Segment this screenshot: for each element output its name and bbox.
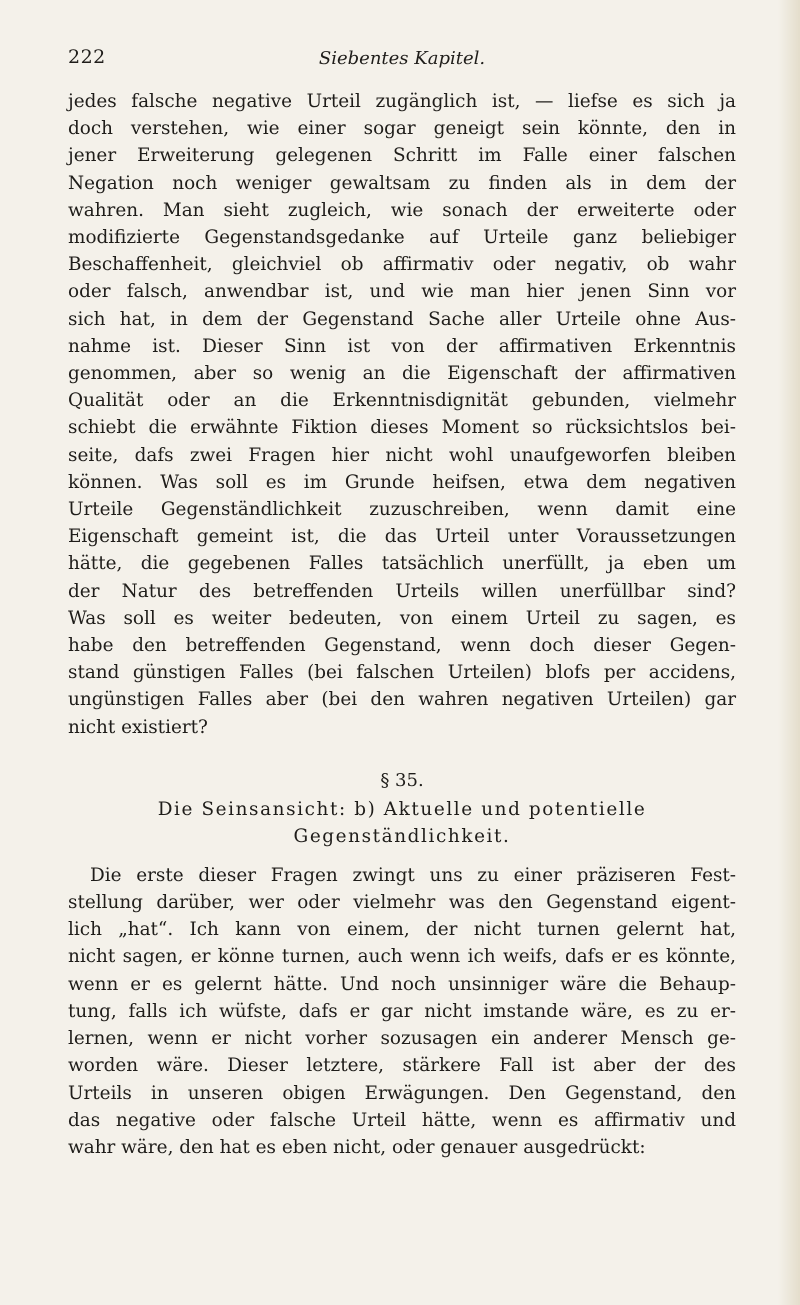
text-line: Urteils in unseren obigen Erwägungen. Den Gegenstand, den bbox=[68, 1082, 736, 1104]
page-edge-shadow bbox=[778, 0, 800, 1305]
text-line: habe den betreffenden Gegenstand, wenn doch dieser Gegen- bbox=[68, 635, 736, 657]
text-line: der Natur des betreffenden Urteils willen unerfüllbar sind? bbox=[68, 580, 736, 602]
text-line: nicht existiert? bbox=[68, 716, 208, 738]
running-title: Siebentes Kapitel. bbox=[318, 48, 486, 69]
text-line: stand günstigen Falles (bei falschen Urteilen) blofs per accidens, bbox=[68, 662, 736, 684]
text-line: Die erste dieser Fragen zwingt uns zu einer präziseren Fest- bbox=[90, 864, 736, 886]
text-line: sich hat, in dem der Gegenstand Sache aller Urteile ohne Aus- bbox=[68, 308, 736, 330]
text-line: Negation noch weniger gewaltsam zu finden als in dem der bbox=[68, 172, 736, 194]
page-number: 222 bbox=[68, 46, 106, 68]
text-line: tung, falls ich wüfste, dafs er gar nicht imstande wäre, es zu er- bbox=[68, 1000, 736, 1022]
text-line: Qualität oder an die Erkenntnisdignität gebunden, vielmehr bbox=[68, 390, 736, 412]
text-line: ungünstigen Falles aber (bei den wahren negativen Urteilen) gar bbox=[68, 689, 736, 711]
text-line: lernen, wenn er nicht vorher sozusagen ein anderer Mensch ge- bbox=[68, 1028, 736, 1050]
text-line: seite, dafs zwei Fragen hier nicht wohl unaufgeworfen bleiben bbox=[68, 444, 736, 466]
page-header bbox=[68, 40, 736, 72]
paragraph-2 bbox=[68, 862, 736, 1161]
text-line: wenn er es gelernt hätte. Und noch unsinniger wäre die Behaup- bbox=[68, 973, 736, 995]
section-title bbox=[68, 796, 736, 850]
text-line: Eigenschaft gemeint ist, die das Urteil unter Voraussetzungen bbox=[68, 526, 736, 548]
text-line: können. Was soll es im Grunde heifsen, etwa dem negativen bbox=[68, 471, 736, 493]
text-line: jedes falsche negative Urteil zugänglich ist, — liefse es sich ja bbox=[68, 91, 736, 112]
section-number: § 35. bbox=[380, 769, 424, 791]
text-line: doch verstehen, wie einer sogar geneigt sein könnte, den in bbox=[68, 118, 736, 140]
text-line: das negative oder falsche Urteil hätte, wenn es affirmativ und bbox=[68, 1109, 736, 1131]
text-line: lich „hat“. Ich kann von einem, der nicht turnen gelernt hat, bbox=[68, 919, 736, 941]
text-line: schiebt die erwähnte Fiktion dieses Moment so rücksichtslos bei- bbox=[68, 417, 736, 439]
section-title-line-2: Gegenständlichkeit. bbox=[293, 825, 511, 847]
text-line: hätte, die gegebenen Falles tatsächlich unerfüllt, ja eben um bbox=[68, 553, 736, 575]
text-line: nicht sagen, er könne turnen, auch wenn ich weifs, dafs er es könnte, bbox=[68, 946, 736, 968]
text-line: genommen, aber so wenig an die Eigenschaft der affirmativen bbox=[68, 363, 736, 385]
section-title-line-1: Die Seinsansicht: b) Aktuelle und potentielle bbox=[157, 798, 647, 820]
paragraph-1 bbox=[68, 88, 736, 741]
text-line: stellung darüber, wer oder vielmehr was den Gegenstand eigent- bbox=[68, 892, 736, 914]
text-line: jener Erweiterung gelegenen Schritt im Falle einer falschen bbox=[68, 145, 736, 167]
text-line: nahme ist. Dieser Sinn ist von der affirmativen Erkenntnis bbox=[68, 335, 736, 357]
text-line: wahr wäre, den hat es eben nicht, oder genauer ausgedrückt: bbox=[68, 1136, 646, 1158]
text-line: wahren. Man sieht zugleich, wie sonach der erweiterte oder bbox=[68, 199, 736, 221]
text-line: worden wäre. Dieser letztere, stärkere Fall ist aber der des bbox=[68, 1055, 736, 1077]
text-line: Beschaffenheit, gleichviel ob affirmativ oder negativ, ob wahr bbox=[68, 254, 736, 276]
text-line: oder falsch, anwendbar ist, und wie man hier jenen Sinn vor bbox=[68, 281, 736, 303]
book-page bbox=[68, 40, 736, 1161]
text-line: modifizierte Gegenstandsgedanke auf Urteile ganz beliebiger bbox=[68, 227, 736, 249]
text-line: Urteile Gegenständlichkeit zuzuschreiben, wenn damit eine bbox=[68, 499, 736, 521]
text-line: Was soll es weiter bedeuten, von einem Urteil zu sagen, es bbox=[68, 607, 736, 629]
